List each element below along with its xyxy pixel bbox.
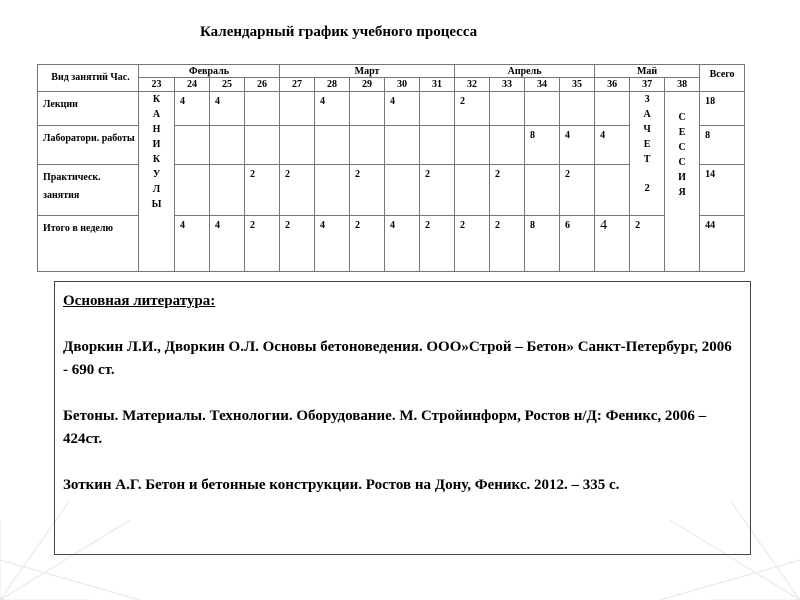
value-cell: [245, 126, 280, 165]
value-cell: 2: [245, 216, 280, 272]
row-label: Лаборатори. работы: [38, 126, 139, 165]
vertical-letter: С: [678, 111, 686, 123]
vertical-letter: Я: [678, 186, 686, 198]
value-cell: 4: [175, 216, 210, 272]
value-cell: 2: [455, 91, 490, 126]
value-cell: 4: [595, 126, 630, 165]
value-cell: [315, 165, 350, 216]
value-cell: [490, 91, 525, 126]
weeks-header-row: [38, 78, 745, 91]
vertical-letter: Т: [643, 153, 651, 165]
week-number: 30: [385, 78, 420, 91]
row-label: Итого в неделю: [38, 216, 139, 272]
row-label: Лекции: [38, 91, 139, 126]
value-cell: 2: [245, 165, 280, 216]
value-cell: [175, 165, 210, 216]
value-cell: 2: [490, 216, 525, 272]
value-cell: 2: [280, 216, 315, 272]
value-cell: [595, 165, 630, 216]
kanikuly-cell: [139, 91, 175, 271]
vertical-letter: К: [152, 93, 161, 105]
value-cell: 4: [315, 216, 350, 272]
vertical-letter: Ч: [643, 123, 651, 135]
value-cell: 8: [525, 126, 560, 165]
vertical-letter: Н: [152, 123, 161, 135]
value-cell: [385, 126, 420, 165]
week-number: 35: [560, 78, 595, 91]
value-cell: [210, 126, 245, 165]
literature-item: Дворкин Л.И., Дворкин О.Л. Основы бетоноведения. ООО»Строй – Бетон» Санкт-Петербург, 2006 - 690 ст.: [63, 339, 732, 378]
month-header: Май: [595, 65, 700, 78]
week-number: 38: [665, 78, 700, 91]
row-total: 8: [700, 126, 745, 165]
week-number: 37: [630, 78, 665, 91]
sessiya-cell: [665, 91, 700, 271]
zachet-cell: [630, 91, 665, 216]
value-cell: 4: [210, 216, 245, 272]
month-header: Апрель: [455, 65, 595, 78]
total-header: Всего: [700, 65, 745, 92]
value-cell: [280, 126, 315, 165]
vertical-letter: А: [643, 108, 651, 120]
value-cell: 2: [560, 165, 595, 216]
value-cell: 2: [350, 165, 385, 216]
value-cell: [420, 91, 455, 126]
week-number: 27: [280, 78, 315, 91]
vertical-letter: У: [152, 168, 161, 180]
value-cell: 4: [175, 91, 210, 126]
value-cell: 4: [560, 126, 595, 165]
schedule-table: [37, 64, 745, 272]
vertical-letter: Л: [152, 183, 161, 195]
value-cell: 8: [525, 216, 560, 272]
week-number: 33: [490, 78, 525, 91]
literature-box: [54, 281, 751, 555]
value-cell: 2: [280, 165, 315, 216]
months-header-row: [38, 65, 745, 78]
value-cell: [455, 126, 490, 165]
vertical-letter: И: [678, 171, 686, 183]
row-total: 14: [700, 165, 745, 216]
zachet-hours: 2: [644, 181, 650, 194]
week-number: 28: [315, 78, 350, 91]
week-number: 25: [210, 78, 245, 91]
week-number: 24: [175, 78, 210, 91]
vertical-letter: С: [678, 156, 686, 168]
literature-item: Бетоны. Материалы. Технологии. Оборудование. М. Стройинформ, Ростов н/Д: Феникс, 2006 – 424ст.: [63, 408, 707, 447]
value-cell: [175, 126, 210, 165]
value-cell: [595, 91, 630, 126]
week-number: 23: [139, 78, 175, 91]
page-title: Календарный график учебного процесса: [200, 24, 478, 40]
week-number: 26: [245, 78, 280, 91]
value-cell: [560, 91, 595, 126]
literature-heading: Основная литература:: [63, 293, 216, 309]
week-number: 31: [420, 78, 455, 91]
month-header: Март: [280, 65, 455, 78]
value-cell: 4: [595, 216, 630, 272]
value-cell: 2: [420, 216, 455, 272]
value-cell: [455, 165, 490, 216]
value-cell: [245, 91, 280, 126]
vertical-letter: А: [152, 108, 161, 120]
value-cell: 4: [315, 91, 350, 126]
week-number: 36: [595, 78, 630, 91]
row-label: Практическ. занятия: [38, 165, 139, 216]
value-cell: [280, 91, 315, 126]
week-number: 34: [525, 78, 560, 91]
value-cell: [525, 91, 560, 126]
value-cell: 4: [385, 91, 420, 126]
value-cell: [210, 165, 245, 216]
value-cell: 4: [385, 216, 420, 272]
vertical-letter: К: [152, 153, 161, 165]
value-cell: 2: [350, 216, 385, 272]
week-number: 32: [455, 78, 490, 91]
value-cell: 2: [420, 165, 455, 216]
vertical-letter: Е: [678, 126, 686, 138]
value-cell: 2: [630, 216, 665, 272]
value-cell: [315, 126, 350, 165]
value-cell: [350, 126, 385, 165]
vertical-letter: С: [678, 141, 686, 153]
value-cell: [490, 126, 525, 165]
value-cell: 6: [560, 216, 595, 272]
literature-item: Зоткин А.Г. Бетон и бетонные конструкции. Ростов на Дону, Феникс. 2012. – 335 с.: [63, 477, 620, 493]
month-header: Февраль: [139, 65, 280, 78]
row-total: 18: [700, 91, 745, 126]
value-cell: 2: [455, 216, 490, 272]
vertical-letter: Ы: [151, 198, 162, 210]
header-label-cell: Вид занятий Час.: [38, 65, 139, 92]
value-cell: 4: [210, 91, 245, 126]
value-cell: 2: [490, 165, 525, 216]
value-cell: [525, 165, 560, 216]
value-cell: [385, 165, 420, 216]
row-total: 44: [700, 216, 745, 272]
week-number: 29: [350, 78, 385, 91]
table-row: [38, 91, 745, 126]
value-cell: [420, 126, 455, 165]
value-cell: [350, 91, 385, 126]
vertical-letter: Е: [643, 138, 651, 150]
vertical-letter: И: [152, 138, 161, 150]
vertical-letter: З: [644, 93, 650, 105]
